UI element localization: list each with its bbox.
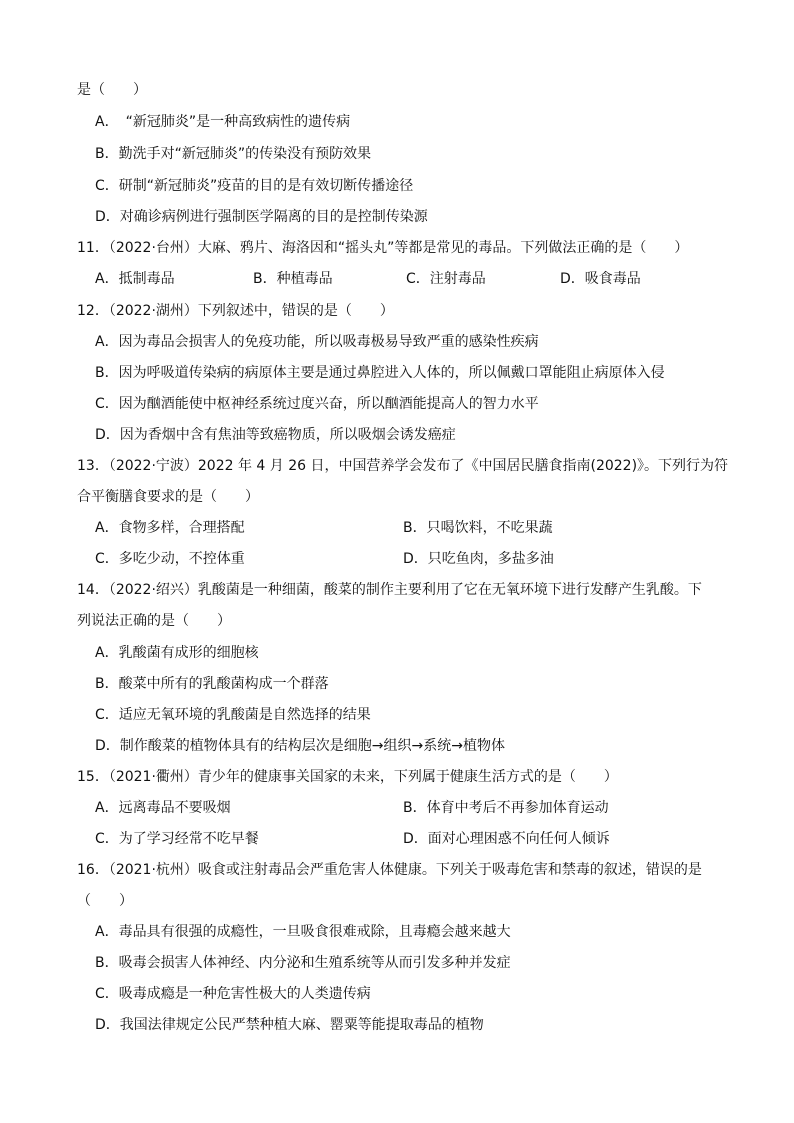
q15-option-b: B．体育中考后不再参加体育运动 [403, 800, 609, 816]
q13-stem-line2: 合平衡膳食要求的是（ ） [77, 489, 259, 505]
q14-option-a: A．乳酸菌有成形的细胞核 [95, 645, 259, 661]
q14-option-d: D．制作酸菜的植物体具有的结构层次是细胞→组织→系统→植物体 [95, 738, 505, 754]
q10-option-a: A． “新冠肺炎”是一种高致病性的遗传病 [95, 114, 351, 130]
q15-stem: 15．（2021·衢州）青少年的健康事关国家的未来，下列属于健康生活方式的是（ ） [77, 769, 618, 785]
q11-option-a: A．抵制毒品 [95, 271, 175, 287]
q13-option-d: D．只吃鱼肉，多盐多油 [403, 551, 554, 567]
q12-stem: 12．（2022·湖州）下列叙述中，错误的是（ ） [77, 303, 394, 319]
q11-option-c: C．注射毒品 [406, 271, 486, 287]
q14-option-b: B．酸菜中所有的乳酸菌构成一个群落 [95, 676, 329, 692]
q14-option-c: C．适应无氧环境的乳酸菌是自然选择的结果 [95, 707, 371, 723]
q15-options-row2 [95, 829, 735, 849]
q13-option-c: C．多吃少动，不控体重 [95, 551, 245, 567]
q11-option-d: D．吸食毒品 [560, 271, 641, 287]
q13-option-b: B．只喝饮料，不吃果蔬 [403, 520, 553, 536]
q12-option-b: B．因为呼吸道传染病的病原体主要是通过鼻腔进入人体的，所以佩戴口罩能阻止病原体入侵 [95, 365, 665, 381]
q11-option-b: B．种植毒品 [253, 271, 333, 287]
q13-options-row1 [95, 518, 735, 538]
q14-stem-line2: 列说法正确的是（ ） [77, 613, 231, 629]
q11-stem: 11．（2022·台州）大麻、鸦片、海洛因和“摇头丸”等都是常见的毒品。下列做法正确的是（ ） [77, 240, 689, 256]
q16-stem-line1: 16．（2021·杭州）吸食或注射毒品会严重危害人体健康。下列关于吸毒危害和禁毒的叙述，错误的是 [77, 862, 702, 878]
q14-stem-line1: 14．（2022·绍兴）乳酸菌是一种细菌，酸菜的制作主要利用了它在无氧环境下进行发酵产生乳酸。下 [77, 582, 702, 598]
q15-options-row1 [95, 798, 735, 818]
q13-stem-line1: 13．（2022·宁波）2022 年 4 月 26 日，中国营养学会发布了《中国居民膳食指南(2022)》。下列行为符 [77, 458, 729, 474]
q16-option-a: A．毒品具有很强的成瘾性，一旦吸食很难戒除，且毒瘾会越来越大 [95, 924, 511, 940]
q12-option-d: D．因为香烟中含有焦油等致癌物质，所以吸烟会诱发癌症 [95, 427, 456, 443]
q16-option-c: C．吸毒成瘾是一种危害性极大的人类遗传病 [95, 986, 371, 1002]
q11-options-row [95, 269, 735, 289]
q10-stem-tail: 是（ ） [77, 82, 147, 98]
q10-option-c: C．研制“新冠肺炎”疫苗的目的是有效切断传播途径 [95, 178, 414, 194]
q15-option-c: C．为了学习经常不吃早餐 [95, 831, 259, 847]
q16-stem-line2: （ ） [77, 893, 133, 909]
q10-option-b: B．勤洗手对“新冠肺炎”的传染没有预防效果 [95, 146, 372, 162]
q16-option-d: D．我国法律规定公民严禁种植大麻、罂粟等能提取毒品的植物 [95, 1017, 484, 1033]
q13-option-a: A．食物多样，合理搭配 [95, 520, 245, 536]
q12-option-c: C．因为酗酒能使中枢神经系统过度兴奋，所以酗酒能提高人的智力水平 [95, 396, 539, 412]
q12-option-a: A．因为毒品会损害人的免疫功能，所以吸毒极易导致严重的感染性疾病 [95, 334, 539, 350]
q16-option-b: B．吸毒会损害人体神经、内分泌和生殖系统等从而引发多种并发症 [95, 955, 511, 971]
q13-options-row2 [95, 549, 735, 569]
q15-option-d: D．面对心理困惑不向任何人倾诉 [403, 831, 610, 847]
q10-option-d: D．对确诊病例进行强制医学隔离的目的是控制传染源 [95, 209, 428, 225]
q15-option-a: A．远离毒品不要吸烟 [95, 800, 231, 816]
